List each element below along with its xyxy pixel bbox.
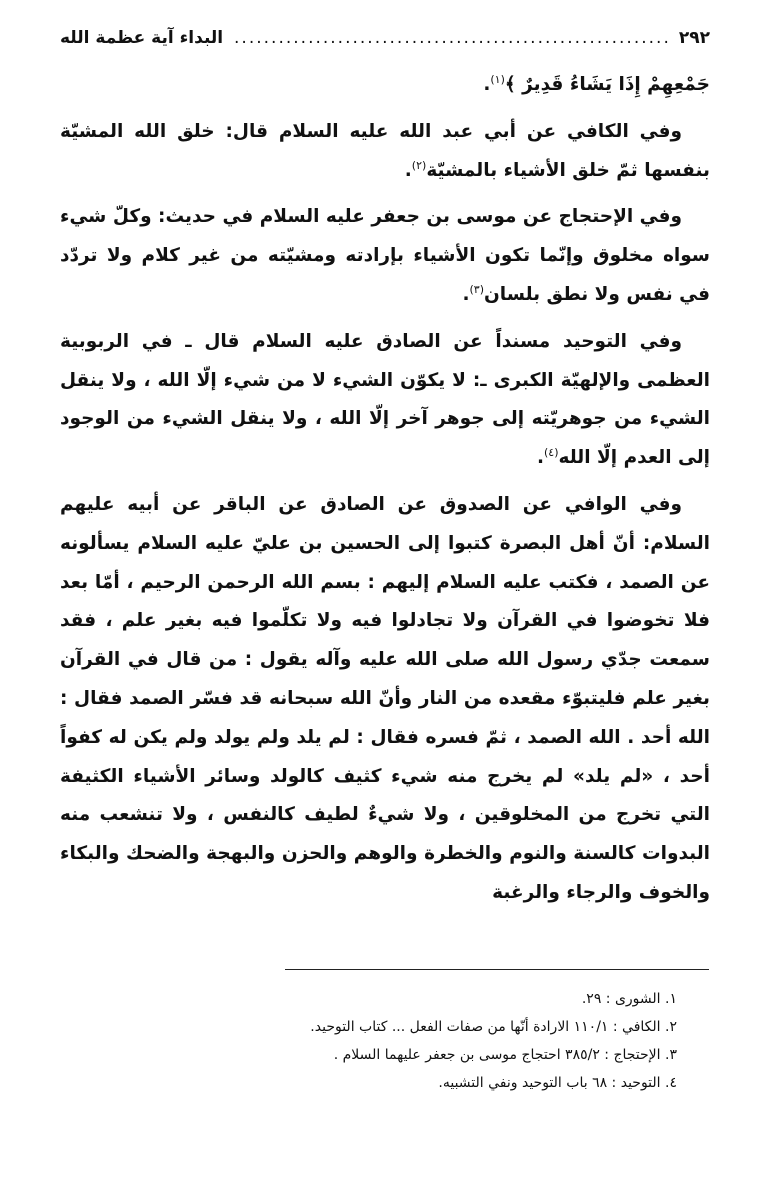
footnote-marker: (١) <box>490 72 505 86</box>
paragraph-tail: . <box>404 159 412 181</box>
running-title: البداء آية عظمة الله <box>60 28 224 48</box>
footnote-marker: (٢) <box>411 158 427 172</box>
footnote-1: ١. الشورى : ٢٩. <box>581 991 677 1007</box>
footnote-3: ٣. الإحتجاج : ٣٨٥/٢ احتجاج موسى بن جعفر عليهما السلام . <box>333 1047 677 1063</box>
paragraph-text: وفي الكافي عن أبي عبد الله عليه السلام قال: خلق الله المشيّة بنفسها ثمّ خلق الأشياء بالمشيّة <box>60 120 710 181</box>
paragraph-text: وفي التوحيد مسنداً عن الصادق عليه السلام قال ـ في الربوبية العظمى والإلهيّة الكبرى ـ: لا يكوّن الشيء لا من شيء إلّا الله ، ولا ينقل الشيء من جوهريّته إلى جوهر آخر إلّا الله ، ولا ينقل الشيء من الوجود إلى العدم إلّا الله <box>60 330 710 469</box>
footnote-marker: (٤) <box>544 446 559 460</box>
paragraph-text: جَمْعِهِمْ إِذَا يَشَاءُ قَدِيرٌ ﴾ <box>504 74 710 95</box>
paragraph-tawhid <box>60 323 710 478</box>
running-header <box>60 28 710 58</box>
footnote-4: ٤. التوحيد : ٦٨ باب التوحيد ونفي التشبيه. <box>438 1075 677 1091</box>
paragraph-ihtijaj <box>60 198 710 314</box>
footnote-separator <box>285 969 709 970</box>
header-leader-dots <box>231 28 671 48</box>
main-text <box>60 66 710 913</box>
paragraph-text: وفي الإحتجاج عن موسى بن جعفر عليه السلام في حديث: وكلّ شيء سواه مخلوق وإنّما تكون الأشياء بإرادته ومشيّته من غير كلام ولا تردّد في نفس ولا نطق بلسان <box>60 206 710 305</box>
paragraph-kafi <box>60 113 710 191</box>
footnote-2: ٢. الكافي : ١١٠/١ الارادة أنّها من صفات الفعل ... كتاب التوحيد. <box>310 1019 677 1035</box>
paragraph-tail: . <box>462 283 470 305</box>
paragraph-tail: . <box>536 447 544 469</box>
footnotes <box>60 985 710 1097</box>
page <box>60 28 710 921</box>
paragraph-tail: . <box>483 74 491 95</box>
paragraph-verse-end <box>60 66 710 105</box>
page-number: ٢٩٢ <box>678 28 710 48</box>
paragraph-text: وفي الوافي عن الصدوق عن الصادق عن الباقر عن أبيه عليهم السلام: أنّ أهل البصرة كتبوا إلى الحسين بن عليّ عليه السلام يسألونه عن الصمد ، فكتب عليه السلام إليهم : بسم الله الرحمن الرحيم ، أمّا بعد فلا تخوضوا في القرآن ولا تجادلوا فيه ولا تكلّموا فيه بغير علم ، فقد سمعت جدّي رسول الله صلى الله عليه وآله يقول : من قال في القرآن بغير علم فليتبوّء مقعده من النار وأنّ الله سبحانه قد فسّر الصمد فقال : الله أحد . الله الصمد ، ثمّ فسره فقال : لم يلد ولم يولد ولم يكن له كفواً أحد ، «لم يلد» لم يخرج منه شيء كثيف كالولد وسائر الأشياء الكثيفة التي تخرج من المخلوقين ، ولا شيءٌ لطيف كالنفس ، ولا تنشعب منه البدوات كالسنة والنوم والخطرة والوهم والحزن والبهجة والضحك والبكاء والخوف والرجاء والرغبة <box>60 493 710 903</box>
footnote-marker: (٣) <box>469 282 485 296</box>
paragraph-wafi <box>60 486 710 913</box>
